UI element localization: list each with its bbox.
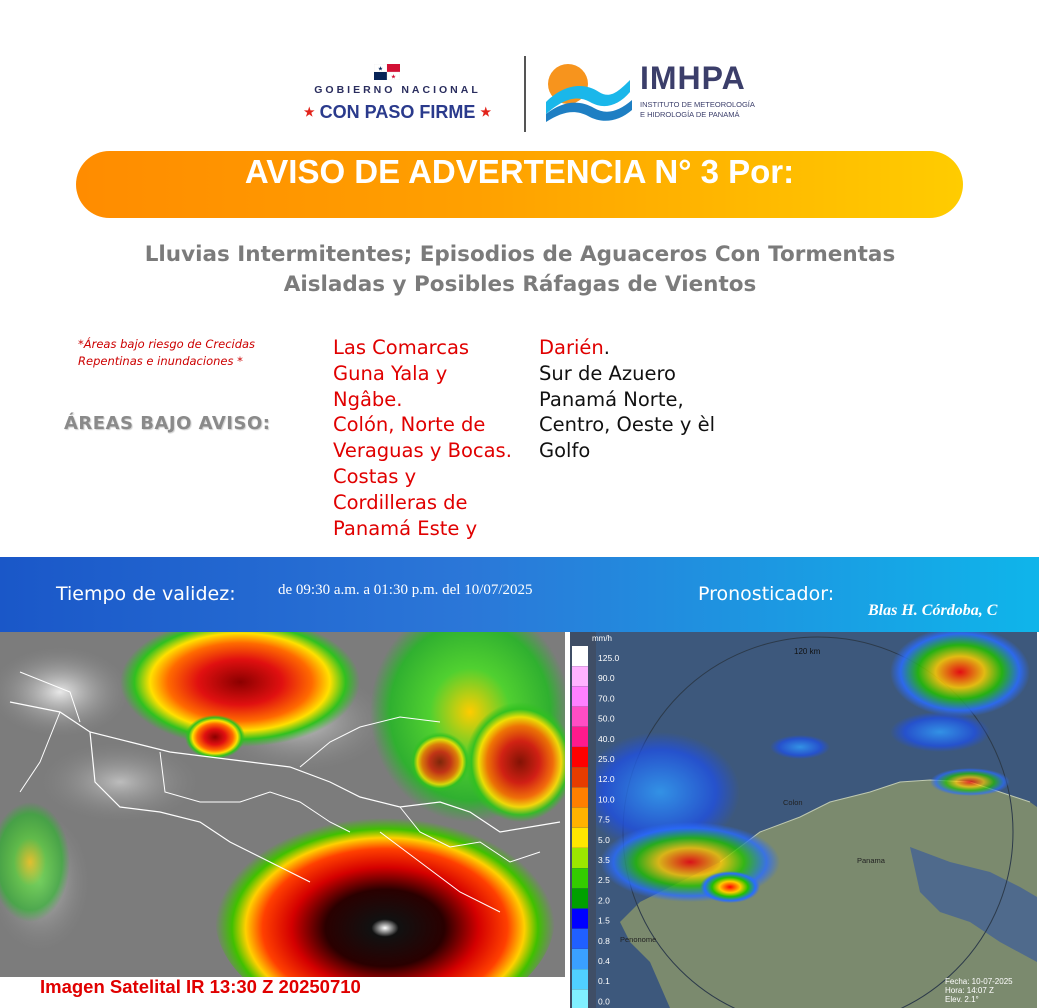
validity-bar bbox=[0, 557, 1039, 632]
validity-label bbox=[56, 583, 236, 605]
svg-text:★: ★ bbox=[377, 65, 384, 73]
logo-divider bbox=[524, 56, 526, 132]
radar-city-penonome: Penonome bbox=[620, 935, 657, 944]
title-banner bbox=[76, 151, 963, 218]
radar-scale-swatch bbox=[572, 828, 588, 848]
validity-label-colon: : bbox=[229, 583, 236, 605]
radar-scale-label: 0.1 bbox=[598, 976, 610, 987]
imhpa-subtitle bbox=[640, 100, 790, 120]
warning-subtitle bbox=[60, 240, 980, 300]
forecaster-label-colon: : bbox=[827, 583, 835, 605]
areas-label: ÁREAS BAJO AVISO: bbox=[64, 413, 271, 434]
subtitle-line2: Aisladas y Posibles Ráfagas de Vientos bbox=[283, 272, 757, 297]
area-line: Guna Yala y bbox=[333, 361, 448, 385]
star-icon: ★ bbox=[480, 105, 492, 119]
satellite-caption: Imagen Satelital IR 13:30 Z 20250710 bbox=[40, 976, 361, 997]
radar-scale-label: 25.0 bbox=[598, 754, 615, 764]
area-darien-suffix: . bbox=[603, 336, 610, 359]
radar-scale-label: 50.0 bbox=[598, 713, 615, 724]
area-line: Golfo bbox=[539, 439, 591, 463]
radar-image bbox=[570, 632, 1037, 1008]
radar-scale-label: 0.8 bbox=[598, 935, 610, 946]
radar-scale-label: 10.0 bbox=[598, 794, 615, 805]
radar-scale-swatch bbox=[572, 969, 588, 989]
radar-info-fecha: Fecha: 10-07-2025 bbox=[945, 977, 1013, 986]
area-line: Costas y bbox=[333, 464, 417, 488]
radar-scale-swatch bbox=[572, 949, 588, 969]
svg-text:★: ★ bbox=[390, 73, 397, 80]
radar-unit: mm/h bbox=[592, 634, 612, 643]
star-icon: ★ bbox=[303, 105, 315, 119]
panama-flag-icon bbox=[374, 64, 400, 80]
area-line-darien bbox=[539, 335, 769, 361]
area-darien: Darién bbox=[539, 336, 604, 359]
area-line: Panamá Este y bbox=[333, 516, 478, 540]
area-line: Cordilleras de bbox=[333, 490, 468, 514]
radar-scale-label: 125.0 bbox=[598, 653, 620, 663]
radar-scale-swatch bbox=[572, 646, 588, 666]
radar-scale-swatch bbox=[572, 909, 588, 929]
satellite-image bbox=[0, 632, 565, 977]
radar-scale-swatch bbox=[572, 686, 588, 706]
area-line: Sur de Azuero bbox=[539, 361, 676, 385]
imhpa-logo bbox=[544, 62, 784, 126]
warning-title: AVISO DE ADVERTENCIA N° 3 Por: bbox=[244, 153, 795, 190]
gov-logo-line2 bbox=[290, 102, 505, 123]
area-line: Panamá Norte, bbox=[539, 387, 684, 411]
satellite-ir-map bbox=[0, 632, 565, 977]
radar-scale-swatch bbox=[572, 888, 588, 908]
radar-scale-label: 40.0 bbox=[598, 733, 615, 744]
radar-scale-label: 0.4 bbox=[598, 956, 610, 966]
forecaster-label-text: Pronosticador bbox=[698, 583, 828, 605]
radar-range-label: 120 km bbox=[794, 647, 821, 656]
forecaster-name: Blas H. Córdoba, C bbox=[868, 602, 998, 619]
area-line: Veraguas y Bocas. bbox=[333, 439, 512, 463]
radar-scale-label: 12.0 bbox=[598, 774, 615, 785]
radar-city-panama: Panama bbox=[857, 856, 885, 865]
risk-note-line2: Repentinas e inundaciones * bbox=[78, 354, 243, 368]
radar-scale-label: 70.0 bbox=[598, 693, 615, 704]
radar-scale-swatch bbox=[572, 767, 588, 787]
area-line: Colón, Norte de bbox=[333, 413, 486, 437]
radar-info-hora: Hora: 14:07 Z bbox=[945, 986, 994, 995]
radar-scale-swatch bbox=[572, 666, 588, 686]
radar-map bbox=[570, 632, 1037, 1008]
imhpa-subtitle-line1: INSTITUTO DE METEOROLOGÍA bbox=[640, 100, 755, 109]
area-line: Las Comarcas bbox=[333, 336, 470, 359]
subtitle-line1: Lluvias Intermitentes; Episodios de Aguaceros Con Tormentas bbox=[144, 242, 896, 267]
radar-scale-label: 1.5 bbox=[598, 915, 610, 926]
imhpa-wave-sun-icon bbox=[544, 62, 634, 124]
validity-label-text: Tiempo de validez bbox=[56, 583, 230, 605]
areas-list-col2 bbox=[539, 335, 769, 464]
radar-scale-swatch bbox=[572, 989, 588, 1008]
imhpa-name: IMHPA bbox=[640, 60, 746, 96]
forecaster-label bbox=[698, 583, 834, 605]
radar-scale-label: 0.0 bbox=[598, 996, 610, 1007]
gov-logo-line1: GOBIERNO NACIONAL bbox=[314, 84, 481, 96]
validity-value: de 09:30 a.m. a 01:30 p.m. del 10/07/2025 bbox=[278, 582, 533, 598]
radar-scale-label: 3.5 bbox=[598, 855, 610, 865]
risk-note-line1: *Áreas bajo riesgo de Crecidas bbox=[78, 337, 256, 351]
radar-scale-swatch bbox=[572, 747, 588, 767]
area-line: Ngâbe. bbox=[333, 387, 403, 411]
radar-scale-label: 2.5 bbox=[598, 875, 610, 886]
radar-info-elev: Elev. 2.1° bbox=[945, 995, 979, 1004]
imhpa-subtitle-line2: E HIDROLOGÍA DE PANAMÁ bbox=[640, 110, 740, 119]
radar-scale-label: 5.0 bbox=[598, 834, 610, 845]
radar-scale-swatch bbox=[572, 848, 588, 868]
areas-list-red bbox=[333, 335, 538, 541]
risk-note bbox=[78, 336, 308, 370]
radar-scale-swatch bbox=[572, 868, 588, 888]
radar-scale-label: 2.0 bbox=[598, 895, 610, 906]
gobierno-nacional-logo bbox=[290, 62, 510, 132]
radar-scale-swatch bbox=[572, 707, 588, 727]
radar-scale-label: 7.5 bbox=[598, 814, 610, 825]
area-line: Centro, Oeste y èl bbox=[539, 413, 716, 437]
radar-scale-swatch bbox=[572, 808, 588, 828]
radar-scale-swatch bbox=[572, 929, 588, 949]
radar-scale-label: 90.0 bbox=[598, 673, 615, 684]
radar-scale-swatch bbox=[572, 787, 588, 807]
radar-scale-swatch bbox=[572, 727, 588, 747]
radar-city-colon: Colon bbox=[783, 798, 803, 807]
gov-logo-line2-text: CON PASO FIRME bbox=[319, 102, 476, 122]
